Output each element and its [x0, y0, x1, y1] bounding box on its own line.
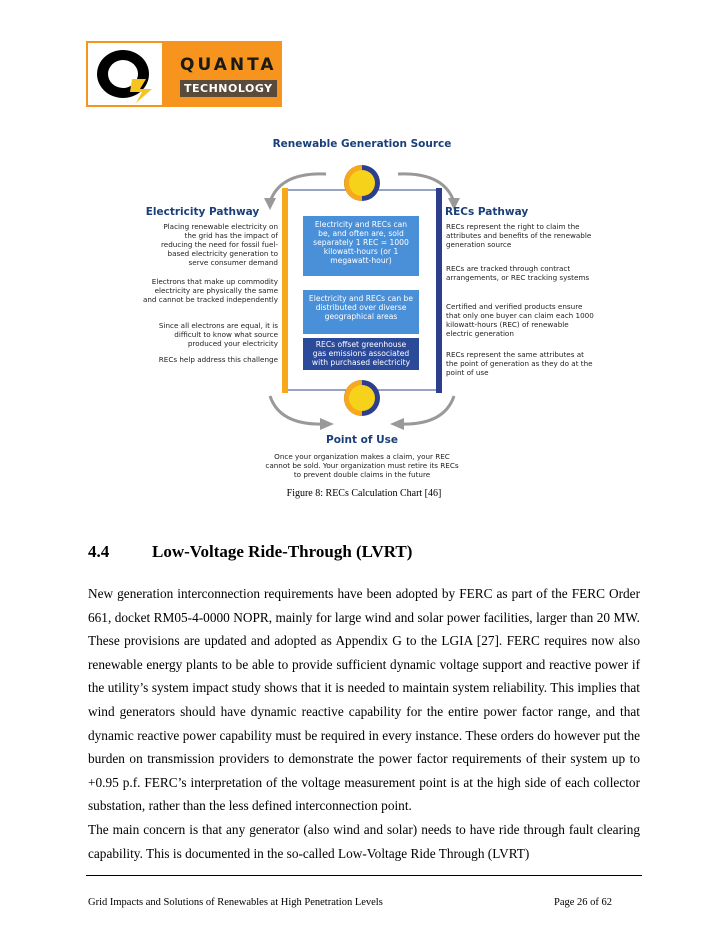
- paragraph-2: The main concern is that any generator (also wind and solar) needs to have ride through fault clearing capability. This is documented in the so-called Low-Voltage Ride Through (LVRT): [88, 821, 640, 861]
- heading-point-of-use: Point of Use: [326, 434, 398, 446]
- figure-caption: Figure 8: RECs Calculation Chart [46]: [286, 488, 442, 499]
- left-text-4: RECs help address this challenge: [158, 355, 278, 364]
- heading-recs-pathway: RECs Pathway: [445, 206, 529, 218]
- heading-electricity-pathway: Electricity Pathway: [145, 206, 260, 218]
- center-text-2: Electricity and RECs can be distributed over diverse geographical areas: [308, 294, 414, 321]
- bottom-text: Once your organization makes a claim, your REC cannot be sold. Your organization must retire its RECs to prevent double claims in the future: [265, 452, 459, 479]
- footer-rule: [86, 875, 642, 876]
- left-text-3: Since all electrons are equal, it is difficult to know what source produced your electricity: [158, 321, 278, 348]
- center-text-1: Electricity and RECs can be, and often are, sold separately 1 REC = 1000 kilowatt-hours (or 1 megawatt-hour): [313, 220, 409, 265]
- right-text-2: RECs are tracked through contract arrangements, or REC tracking systems: [446, 264, 590, 282]
- right-text-4: RECs represent the same attributes at the point of generation as they do at the point of use: [446, 350, 593, 377]
- page-number: Page 26 of 62: [554, 897, 613, 908]
- heading-generation-source: Renewable Generation Source: [272, 138, 452, 150]
- logo-text-quanta: QUANTA: [180, 55, 277, 75]
- right-text-3: Certified and verified products ensure that only one buyer can claim each 1000 kilowatt-hours (REC) of renewable electric generation: [446, 302, 594, 338]
- body-text: [88, 582, 640, 865]
- logo-text-technology: TECHNOLOGY: [180, 80, 277, 97]
- section-number: 4.4: [88, 542, 110, 561]
- left-text-2: Electrons that make up commodity electricity are physically the same and cannot be tracked independently: [142, 277, 278, 304]
- section-title: Low-Voltage Ride-Through (LVRT): [152, 542, 413, 561]
- paragraph-1: New generation interconnection requirements have been adopted by FERC as part of the FERC Order 661, docket RM05-4-0000 NOPR, mainly for large wind and solar power facilities, larger than 20 MW. These provisions are updated and adopted as Appendix G to the LGIA [27]. FERC requires now also renewable energy plants to be able to provide sufficient dynamic voltage support and reactive power if the utility’s system impact study shows that it is needed to maintain system reliability. This implies that wind generators should have dynamic reactive capability for the entire power factor range, and that dynamic reactive power capability must be required in every instance. These orders do however put the burden on transmission providers to demonstrate the power factor requirements of their system up to +0.95 p.f. FERC’s interpretation of the voltage measurement point is at the high side of each collector substation, rather than the less defined interconnection point.: [88, 586, 640, 814]
- recs-figure: [130, 130, 600, 500]
- footer-title: Grid Impacts and Solutions of Renewables at High Penetration Levels: [88, 897, 383, 908]
- center-text-3: RECs offset greenhouse gas emissions associated with purchased electricity: [311, 340, 411, 367]
- right-text-1: RECs represent the right to claim the attributes and benefits of the renewable generation source: [446, 222, 592, 249]
- logo-q-mark: [88, 43, 162, 105]
- left-text-1: Placing renewable electricity on the grid has the impact of reducing the need for fossil fuel-based electricity generation to serve consumer demand: [161, 222, 278, 267]
